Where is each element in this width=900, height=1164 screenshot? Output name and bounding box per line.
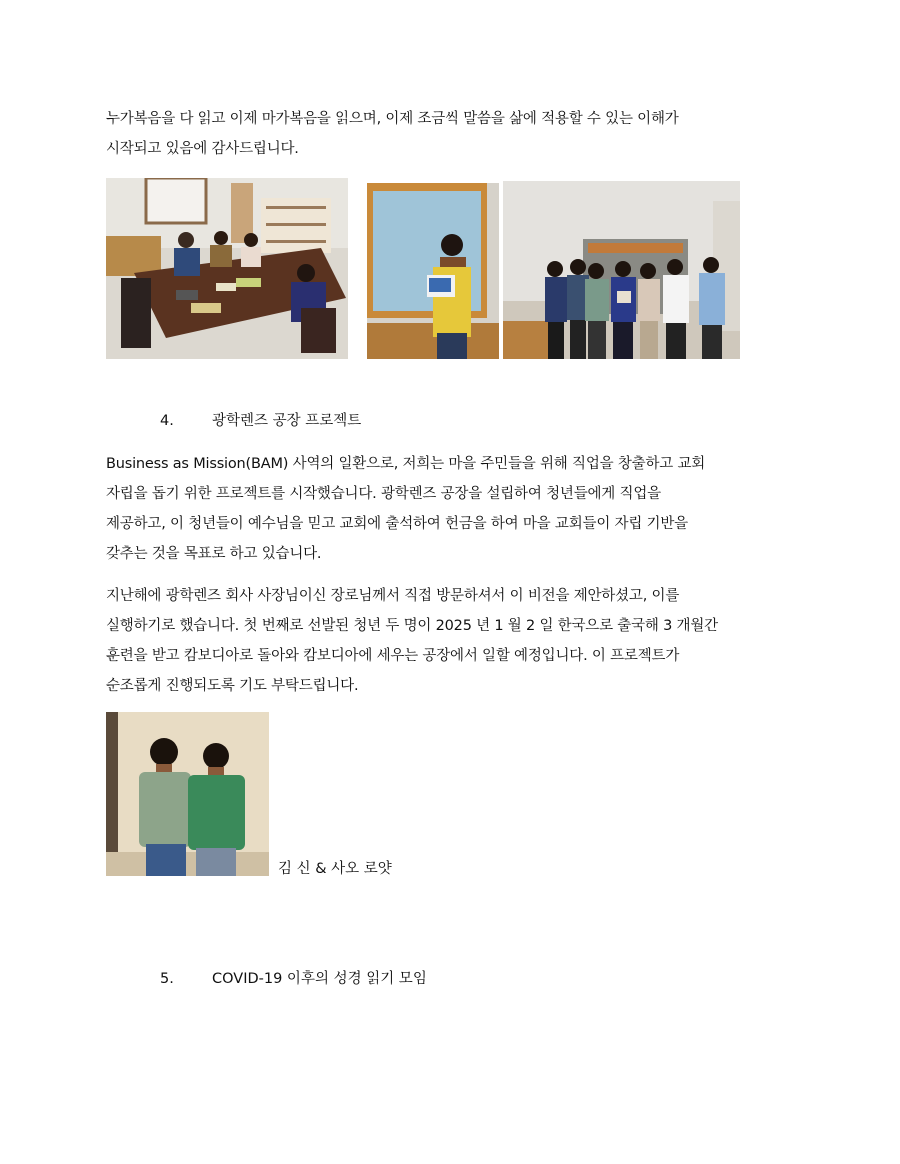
text-line: 시작되고 있음에 감사드립니다. — [106, 141, 299, 157]
section-number: 5. — [160, 971, 174, 987]
section-number: 4. — [160, 413, 174, 429]
text-line: 순조롭게 진행되도록 기도 부탁드립니다. — [106, 678, 359, 694]
section-5-heading — [160, 967, 560, 991]
section-4-heading — [160, 409, 560, 433]
text-line: Business as Mission(BAM) 사역의 일환으로, 저희는 마을 주민들을 위해 직업을 창출하고 교회 — [106, 456, 706, 472]
section-title: 광학렌즈 공장 프로젝트 — [212, 413, 362, 429]
photo-two-trainees — [106, 712, 269, 876]
intro-paragraph — [106, 104, 796, 164]
text-line: 자립을 돕기 위한 프로젝트를 시작했습니다. 광학렌즈 공장을 설립하여 청년들에게 직업을 — [106, 486, 661, 502]
section-4-paragraph-1 — [106, 449, 796, 569]
photo-group — [503, 181, 740, 359]
text-line: 실행하기로 했습니다. 첫 번째로 선발된 청년 두 명이 2025 년 1 월 2 일 한국으로 출국해 3 개월간 — [106, 618, 718, 634]
section-title: COVID-19 이후의 성경 읽기 모임 — [212, 971, 427, 987]
photo-classroom-table — [106, 178, 348, 359]
text-line: 훈련을 받고 캄보디아로 돌아와 캄보디아에 세우는 공장에서 일할 예정입니다. 이 프로젝트가 — [106, 648, 680, 664]
photo-caption: 김 신 & 사오 로얏 — [278, 861, 392, 877]
text-line: 갖추는 것을 목표로 하고 있습니다. — [106, 546, 322, 562]
section-4-paragraph-2 — [106, 581, 796, 701]
text-line: 지난해에 광학렌즈 회사 사장님이신 장로님께서 직접 방문하셔서 이 비전을 제안하셨고, 이를 — [106, 588, 680, 604]
photo-student-at-whiteboard — [367, 183, 499, 359]
text-line: 제공하고, 이 청년들이 예수님을 믿고 교회에 출석하여 헌금을 하여 마을 교회들이 자립 기반을 — [106, 516, 688, 532]
text-line: 누가복음을 다 읽고 이제 마가복음을 읽으며, 이제 조금씩 말씀을 삶에 적용할 수 있는 이해가 — [106, 111, 679, 127]
